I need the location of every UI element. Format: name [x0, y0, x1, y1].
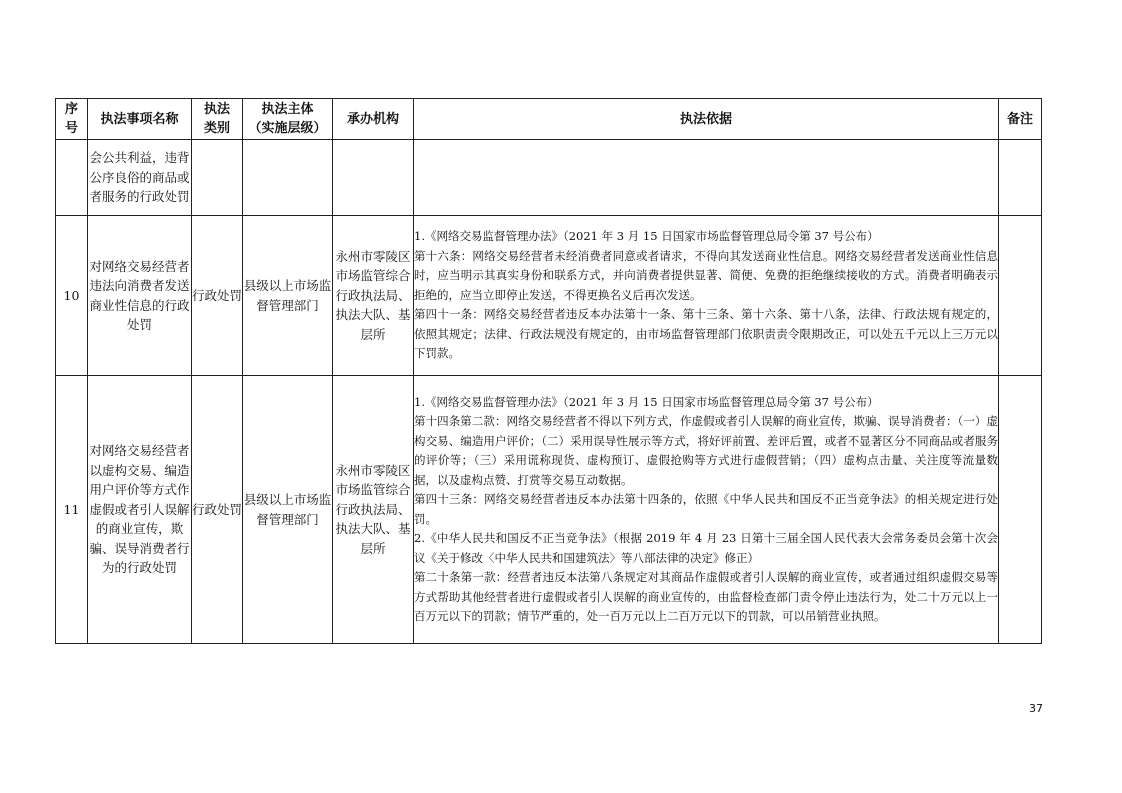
- basis-paragraph: 第十六条：网络交易经营者未经消费者同意或者请求，不得向其发送商业性信息。网络交易经营者发送商业性信息时，应当明示其真实身份和联系方式，并向消费者提供显著、简便、免费的拒绝继续接收的方式。消费者明确表示拒绝的，应当立即停止发送，不得更换名义后再次发送。: [414, 248, 998, 302]
- basis-paragraph: 1.《网络交易监督管理办法》（2021 年 3 月 15 日国家市场监督管理总局令第 37 号公布）: [414, 229, 879, 244]
- header-no: 序 号: [56, 99, 88, 140]
- header-subject: 执法主体 （实施层级）: [243, 99, 333, 140]
- row-category: [192, 140, 243, 216]
- header-remark: 备注: [999, 99, 1042, 140]
- basis-paragraph: 2.《中华人民共和国反不正当竞争法》（根据 2019 年 4 月 23 日第十三届全国人民代表大会常务委员会第十次会议《关于修改〈中华人民共和国建筑法〉等八部法律的决定》修正）: [414, 531, 998, 565]
- row-subject: 县级以上市场监督管理部门: [243, 216, 333, 376]
- row-remark: [999, 216, 1042, 376]
- basis-paragraph: 1.《网络交易监督管理办法》（2021 年 3 月 15 日国家市场监督管理总局令第 37 号公布）: [414, 394, 879, 409]
- row-no: [56, 140, 88, 216]
- row-basis: [414, 376, 999, 644]
- row-category: 行政处罚: [192, 376, 243, 644]
- basis-paragraph: 第四十一条：网络交易经营者违反本办法第十一条、第十三条、第十六条、第十八条，法律、行政法规有规定的，依照其规定；法律、行政法规没有规定的，由市场监督管理部门依职责责令限期改正，可以处五千元以上三万元以下罚款。: [414, 307, 998, 361]
- basis-paragraph: 第二十条第一款：经营者违反本法第八条规定对其商品作虚假或者引人误解的商业宣传，或者通过组织虚假交易等方式帮助其他经营者进行虚假或者引人误解的商业宣传的，由监督检查部门责令停止违法行为，处二十万元以上一百万元以下的罚款；情节严重的，处一百万元以上二百万元以下的罚款，可以吊销营业执照。: [414, 570, 998, 623]
- row-no: 10: [56, 216, 88, 376]
- header-category: 执法 类别: [192, 99, 243, 140]
- row-name: 会公共利益，违背公序良俗的商品或者服务的行政处罚: [88, 140, 192, 216]
- row-name: 对网络交易经营者违法向消费者发送商业性信息的行政处罚: [88, 216, 192, 376]
- table-row: [56, 376, 1042, 644]
- row-agency: [333, 140, 414, 216]
- page-number: 37: [1029, 702, 1043, 715]
- row-subject: [243, 140, 333, 216]
- table-row: [56, 216, 1042, 376]
- header-agency: 承办机构: [333, 99, 414, 140]
- row-agency: 永州市零陵区市场监管综合行政执法局、执法大队、基层所: [333, 216, 414, 376]
- header-row: [56, 99, 1042, 140]
- row-no: 11: [56, 376, 88, 644]
- header-basis: 执法依据: [414, 99, 999, 140]
- basis-paragraph: 第十四条第二款：网络交易经营者不得以下列方式，作虚假或者引人误解的商业宣传，欺骗、误导消费者：（一）虚构交易、编造用户评价；（二）采用误导性展示等方式，将好评前置、差评后置，或者不显著区分不同商品或者服务的评价等；（三）采用谎称现货、虚构预订、虚假抢购等方式进行虚假营销；（四）虚构点击量、关注度等流量数据，以及虚构点赞、打赏等交易互动数据。: [414, 414, 998, 487]
- row-name: 对网络交易经营者以虚构交易、编造用户评价等方式作虚假或者引人误解的商业宣传，欺骗、误导消费者行为的行政处罚: [88, 376, 192, 644]
- row-remark: [999, 376, 1042, 644]
- header-name: 执法事项名称: [88, 99, 192, 140]
- row-basis: [414, 216, 999, 376]
- row-remark: [999, 140, 1042, 216]
- table-row: [56, 140, 1042, 216]
- enforcement-table: [55, 98, 1042, 644]
- row-agency: 永州市零陵区市场监管综合行政执法局、执法大队、基层所: [333, 376, 414, 644]
- basis-paragraph: 第四十三条：网络交易经营者违反本办法第十四条的，依照《中华人民共和国反不正当竞争法》的相关规定进行处罚。: [414, 492, 998, 526]
- row-subject: 县级以上市场监督管理部门: [243, 376, 333, 644]
- row-basis: [414, 140, 999, 216]
- row-category: 行政处罚: [192, 216, 243, 376]
